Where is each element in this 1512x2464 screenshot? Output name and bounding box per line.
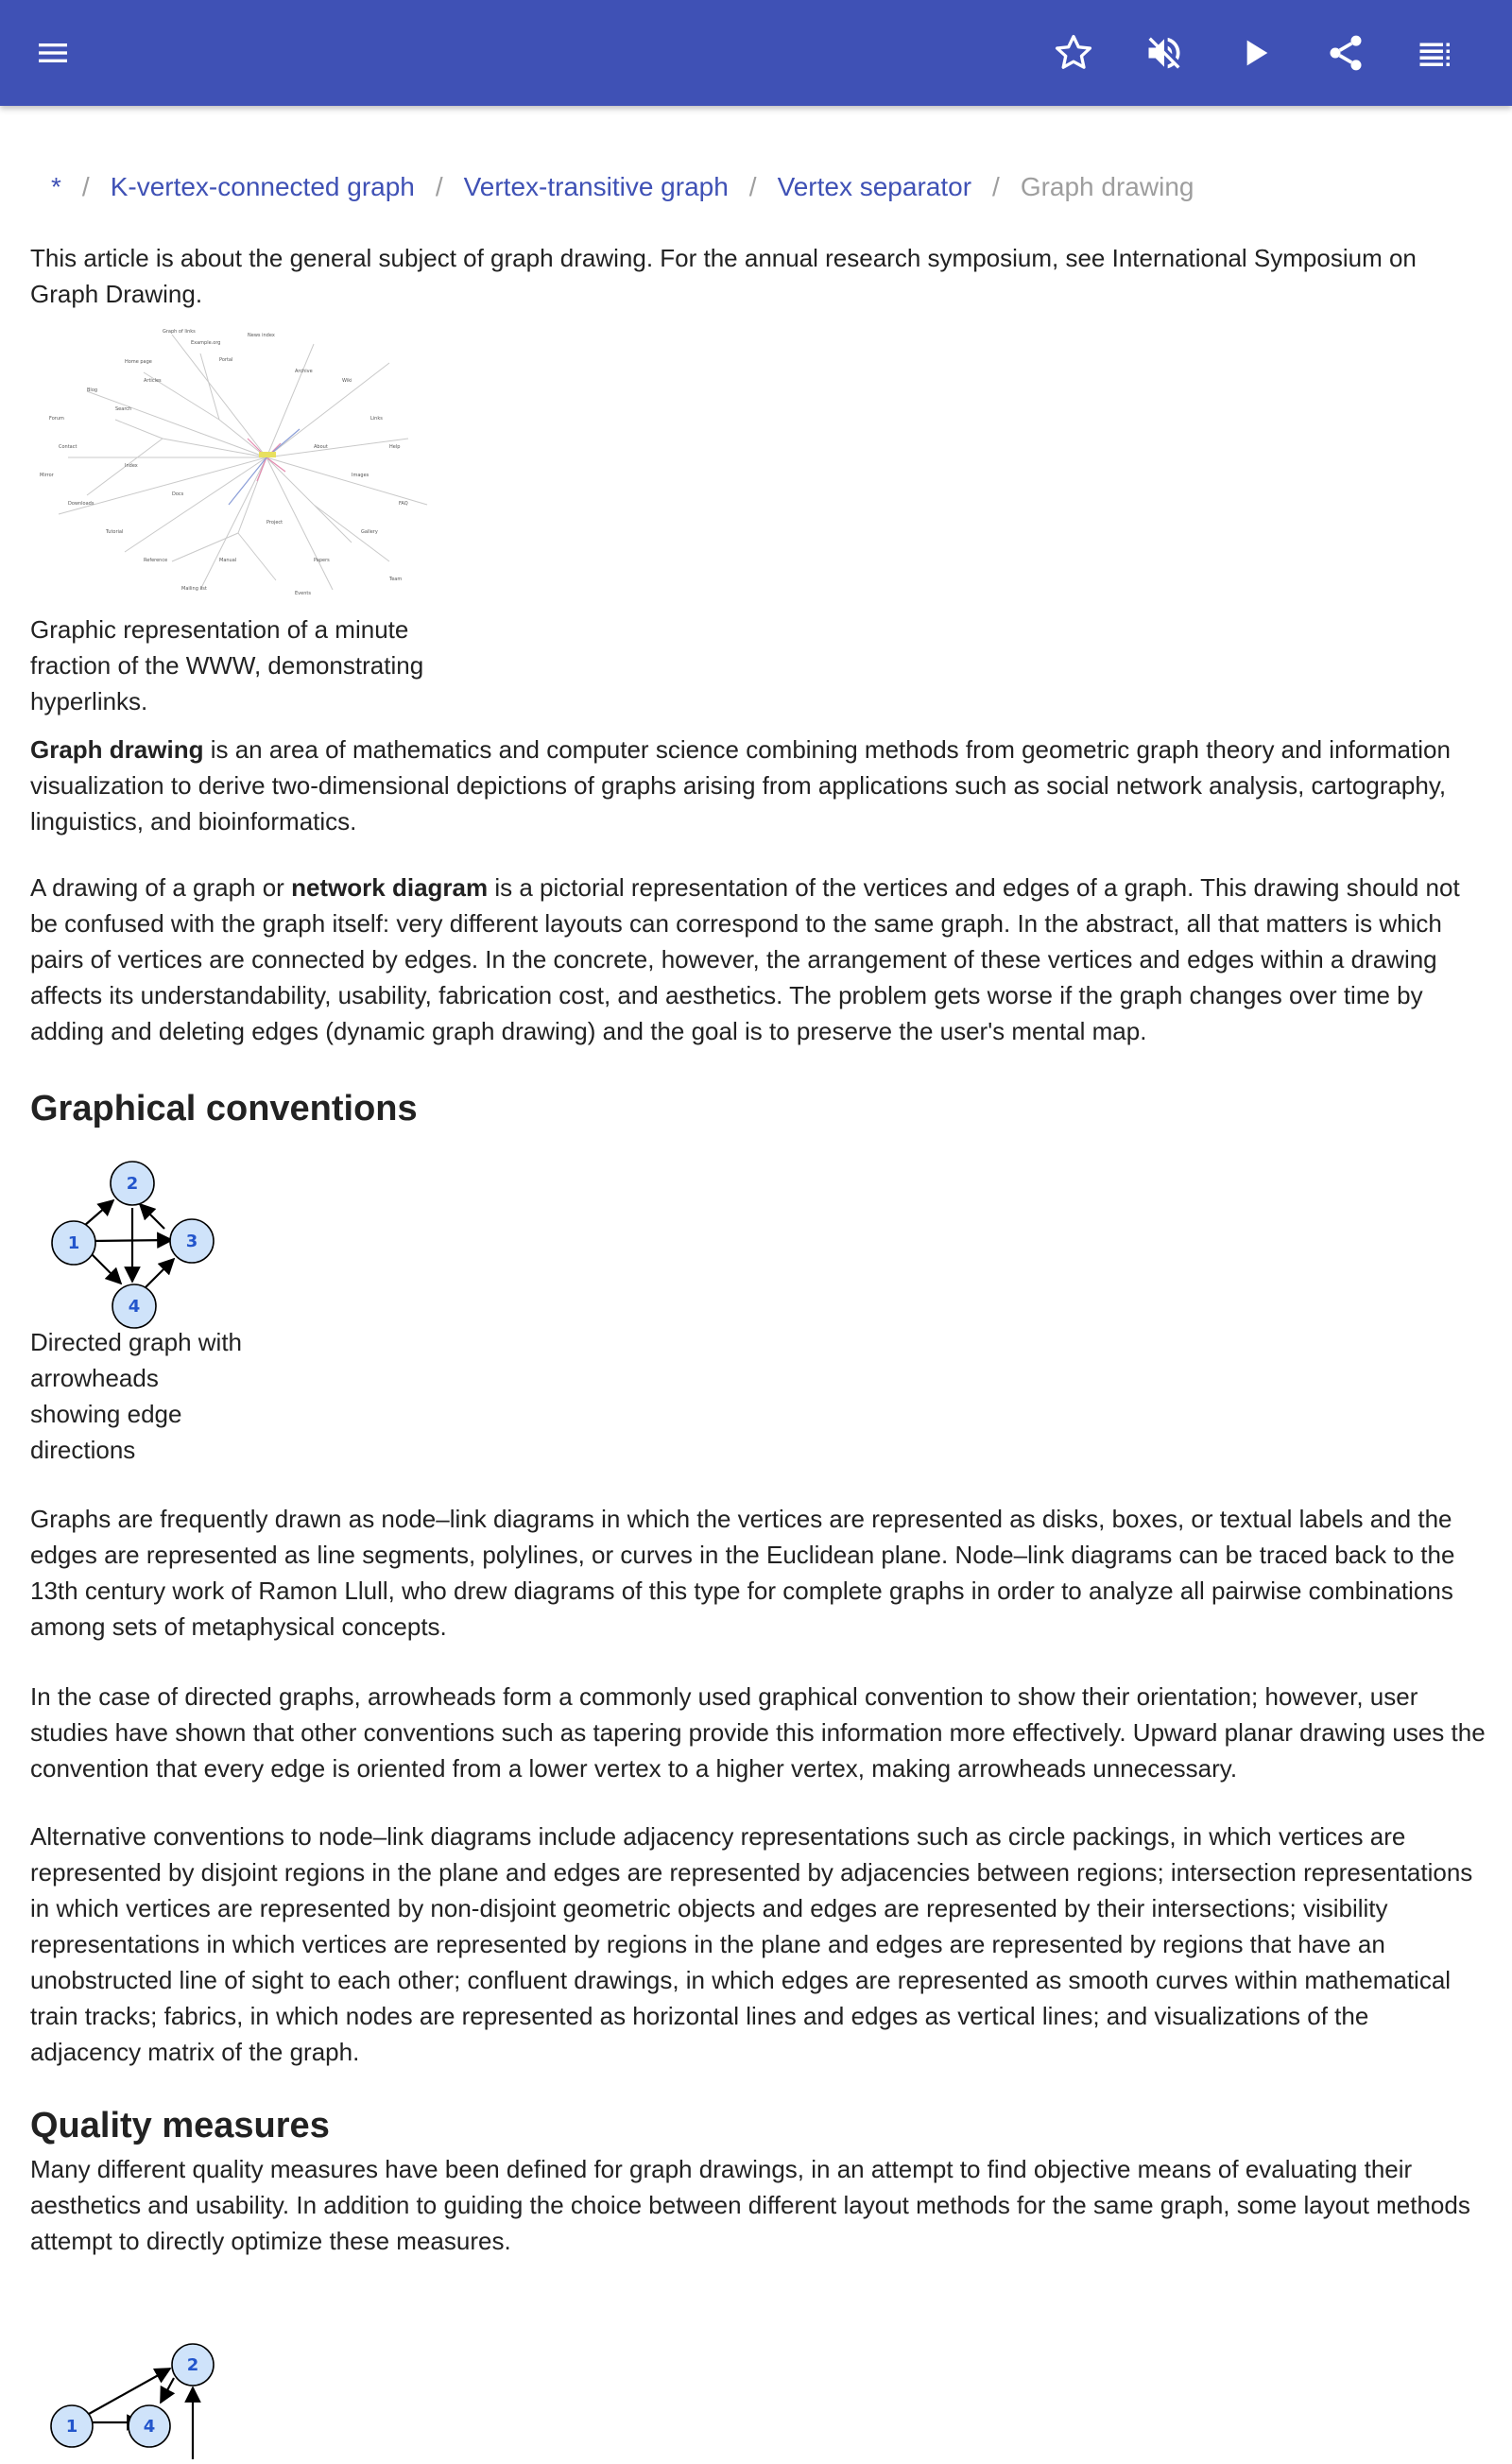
graph-node-4: 4 [143,2417,156,2437]
figure-www [30,316,446,720]
section-heading-quality-measures: Quality measures [30,2106,330,2145]
svg-text:Downloads: Downloads [68,501,94,507]
section-heading-graphical-conventions: Graphical conventions [30,1089,418,1129]
volume-off-icon[interactable] [1138,26,1191,79]
svg-text:Mirror: Mirror [40,473,54,478]
paragraph-node-link: Graphs are frequently drawn as node–link diagrams in which the vertices are represented as disks, boxes, or textual labels and the edges are represented as line segments, polylines, or curves in the Euclidean plane. Node–link diagrams can be traced back to the 13th century work of Ramon Llull, who drew diagrams of this type for complete graphs in order to analyze all pairwise combinations among sets of metaphysical concepts. [30,1505,1455,1641]
graph-node-2: 2 [126,1174,139,1194]
graph-node-1: 1 [65,2417,78,2437]
svg-text:Articles: Articles [144,378,162,384]
svg-text:Project: Project [266,520,284,526]
svg-text:Manual: Manual [219,558,237,563]
svg-text:News index: News index [248,333,275,338]
svg-text:Mailing list: Mailing list [181,586,207,592]
svg-text:Archive: Archive [295,369,313,374]
svg-text:Graph of links: Graph of links [163,329,196,335]
svg-text:FAQ: FAQ [399,501,408,507]
play-icon[interactable] [1228,26,1281,79]
app-bar [0,0,1512,106]
svg-text:Events: Events [295,591,311,596]
intro-paragraph [30,732,1486,839]
graph-node-2: 2 [186,2355,199,2375]
svg-text:Gallery: Gallery [361,529,378,535]
breadcrumb-item-vertex-transitive[interactable]: Vertex-transitive graph [463,172,729,201]
intro-text: is an area of mathematics and computer science combining methods from geometric graph theory and information visualization to derive two-dimensional depictions of graphs arising from applications such as social network analysis, cartography, linguistics, and bioinformatics. [30,735,1451,836]
graph-node-4: 4 [128,1297,141,1317]
svg-text:Papers: Papers [314,558,330,563]
breadcrumb [51,168,1194,206]
share-icon[interactable] [1319,26,1372,79]
breadcrumb-item-root[interactable]: * [51,172,61,201]
svg-text:Wiki: Wiki [342,378,352,384]
svg-text:Search: Search [115,406,132,412]
www-graph-image[interactable] [30,316,446,609]
p2-text-b: is a pictorial representation of the vertices and edges of a graph. This drawing should not be confused with the graph itself: very different layouts can correspond to the same graph. In the abstract, all that matters is which pairs of vertices are connected by edges. In the concrete, however, the arrangement of these vertices and edges within a drawing affects its understandability, usability, fabrication cost, and aesthetics. The problem gets worse if the graph changes over time by adding and deleting edges (dynamic graph drawing) and the goal is to preserve the user's mental map. [30,873,1460,1045]
svg-text:Example.org: Example.org [191,340,221,346]
breadcrumb-separator: / [81,172,90,201]
paragraph-network-diagram [30,870,1486,1049]
svg-text:Docs: Docs [172,491,184,497]
breadcrumb-item-k-vertex-connected[interactable]: K-vertex-connected graph [110,172,415,201]
svg-text:Index: Index [125,463,138,469]
svg-text:About: About [314,444,328,450]
graph-node-1: 1 [67,1233,80,1253]
svg-text:Help: Help [389,444,401,450]
graph-node-3: 3 [185,1232,198,1251]
figure-quality-graph [30,2308,257,2437]
figure-directed-graph-caption: Directed graph with arrowheads showing edge directions [30,1328,242,1464]
paragraph-quality-measures: Many different quality measures have been defined for graph drawings, in an attempt to find objective means of evaluating their aesthetics and usability. In addition to guiding the choice between different layout methods for the same graph, some layout methods attempt to directly optimize these measures. [30,2155,1470,2255]
svg-text:Portal: Portal [219,357,233,363]
svg-text:Links: Links [370,416,383,422]
breadcrumb-current: Graph drawing [1020,172,1194,201]
intro-bold-term: Graph drawing [30,735,204,764]
svg-text:Contact: Contact [59,444,77,450]
svg-text:Reference: Reference [144,558,168,563]
figure-directed-graph [30,1149,257,1468]
svg-text:Home page: Home page [125,359,152,365]
svg-text:Blog: Blog [87,388,98,393]
svg-text:Images: Images [352,473,369,478]
svg-text:Team: Team [389,577,403,582]
breadcrumb-item-vertex-separator[interactable]: Vertex separator [777,172,972,201]
p2-text-a: A drawing of a graph or [30,873,292,902]
svg-text:Tutorial: Tutorial [106,529,124,535]
svg-text:Forum: Forum [49,416,64,422]
p2-bold-term: network diagram [291,873,489,902]
menu-icon[interactable] [26,26,79,79]
breadcrumb-separator: / [435,172,443,201]
playlist-icon[interactable] [1410,26,1463,79]
breadcrumb-separator: / [992,172,1000,201]
quality-graph-image[interactable] [30,2308,238,2459]
paragraph-alternative-conventions: Alternative conventions to node–link diagrams include adjacency representations such as circle packings, in which vertices are represented by disjoint regions in the plane and edges are represented by adjacencies between regions; intersection representations in which vertices are represented by non-disjoint geometric objects and edges are represented by their intersections; visibility representations in which vertices are represented by regions in the plane and edges are represented by regions that have an unobstructed line of sight to each other; confluent drawings, in which edges are represented as smooth curves within mathematical train tracks; fabrics, in which nodes are represented as horizontal lines and edges as vertical lines; and visualizations of the adjacency matrix of the graph. [30,1822,1473,2066]
paragraph-directed-graphs: In the case of directed graphs, arrowheads form a commonly used graphical convention to show their orientation; however, user studies have shown that other conventions such as tapering provide this information more effectively. Upward planar drawing uses the convention that every edge is oriented from a lower vertex to a higher vertex, making arrowheads unnecessary. [30,1682,1486,1783]
figure-www-caption: Graphic representation of a minute fraction of the WWW, demonstrating hyperlinks. [30,615,424,715]
breadcrumb-separator: / [748,172,757,201]
directed-graph-image[interactable] [30,1149,238,1319]
hatnote: This article is about the general subject of graph drawing. For the annual research symposium, see International Symposium on Graph Drawing. [30,244,1417,308]
star-icon[interactable] [1047,26,1100,79]
